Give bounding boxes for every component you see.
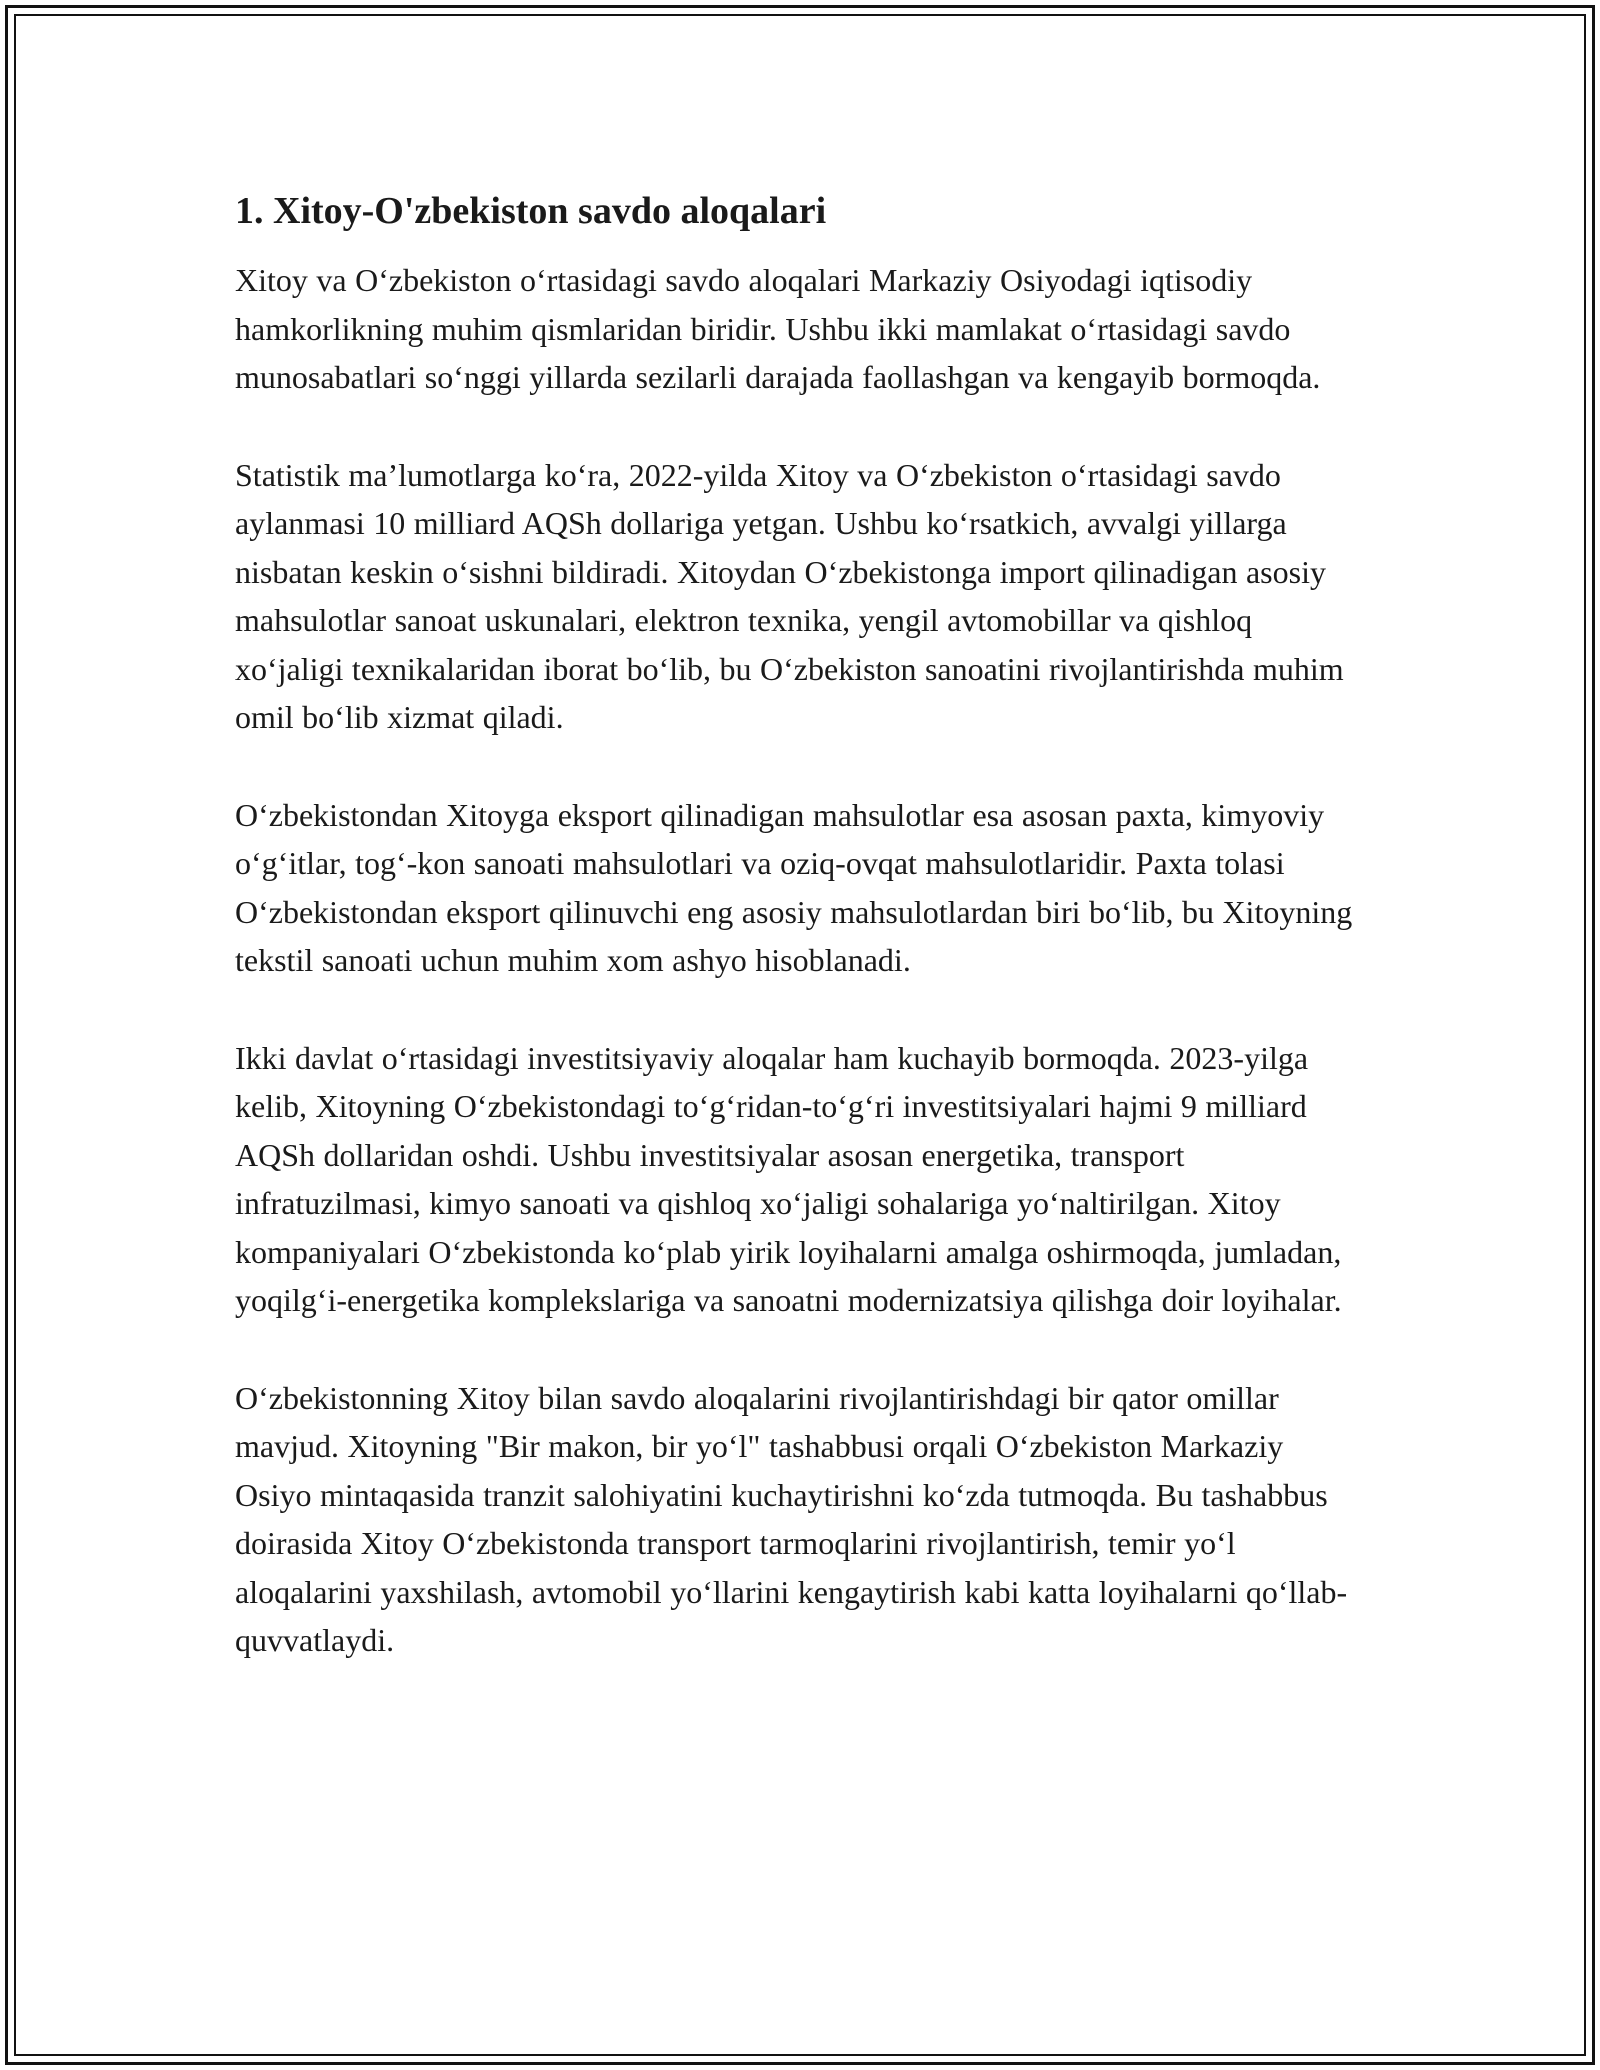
paragraph-trade-overview: Xitoy va O‘zbekiston o‘rtasidagi savdo aloqalari Markaziy Osiyodagi iqtisodiy hamkorlikning muhim qismlaridan biridir. Ushbu ikki mamlakat o‘rtasidagi savdo munosabatlari so‘nggi yillarda sezilarli darajada faollashgan va kengayib bormoqda.: [235, 262, 1321, 395]
section-heading: 1. Xitoy-O'zbekiston savdo aloqalari: [235, 190, 827, 232]
paragraph-investment: Ikki davlat o‘rtasidagi investitsiyaviy aloqalar ham kuchayib bormoqda. 2023-yilga kelib, Xitoyning O‘zbekistondagi to‘g‘ridan-to‘g‘ri investitsiyalari hajmi 9 milliard AQSh dollaridan oshdi. Ushbu investitsiyalar asosan energetika, transport infratuzilmasi, kimyo sanoati va qishloq xo‘jaligi sohalariga yo‘naltirilgan. Xitoy kompaniyalari O‘zbekistonda ko‘plab yirik loyihalarni amalga oshirmoqda, jumladan, yoqilg‘i-energetika komplekslariga va sanoatni modernizatsiya qilishga doir loyihalar.: [235, 1039, 1342, 1318]
paragraph-trade-statistics: Statistik ma’lumotlarga ko‘ra, 2022-yilda Xitoy va O‘zbekiston o‘rtasidagi savdo aylanmasi 10 milliard AQSh dollariga yetgan. Ushbu ko‘rsatkich, avvalgi yillarga nisbatan keskin o‘sishni bildiradi. Xitoydan O‘zbekistonga import qilinadigan asosiy mahsulotlar sanoat uskunalari, elektron texnika, yengil avtomobillar va qishloq xo‘jaligi texnikalaridan iborat bo‘lib, bu O‘zbekiston sanoatini rivojlantirishda muhim omil bo‘lib xizmat qiladi.: [235, 456, 1344, 735]
paragraph-exports: O‘zbekistondan Xitoyga eksport qilinadigan mahsulotlar esa asosan paxta, kimyoviy o‘g‘itlar, tog‘-kon sanoati mahsulotlari va oziq-ovqat mahsulotlaridir. Paxta tolasi O‘zbekistondan eksport qilinuvchi eng asosiy mahsulotlardan biri bo‘lib, bu Xitoyning tekstil sanoati uchun muhim xom ashyo hisoblanadi.: [235, 796, 1353, 978]
paragraph-belt-and-road: O‘zbekistonning Xitoy bilan savdo aloqalarini rivojlantirishdagi bir qator omillar mavjud. Xitoyning "Bir makon, bir yo‘l" tashabbusi orqali O‘zbekiston Markaziy Osiyo mintaqasida tranzit salohiyatini kuchaytirishni ko‘zda tutmoqda. Bu tashabbus doirasida Xitoy O‘zbekistonda transport tarmoqlarini rivojlantirish, temir yo‘l aloqalarini yaxshilash, avtomobil yo‘llarini kengaytirish kabi katta loyihalarni qo‘llab-quvvatlaydi.: [235, 1379, 1348, 1658]
document-body: [235, 186, 1355, 1714]
